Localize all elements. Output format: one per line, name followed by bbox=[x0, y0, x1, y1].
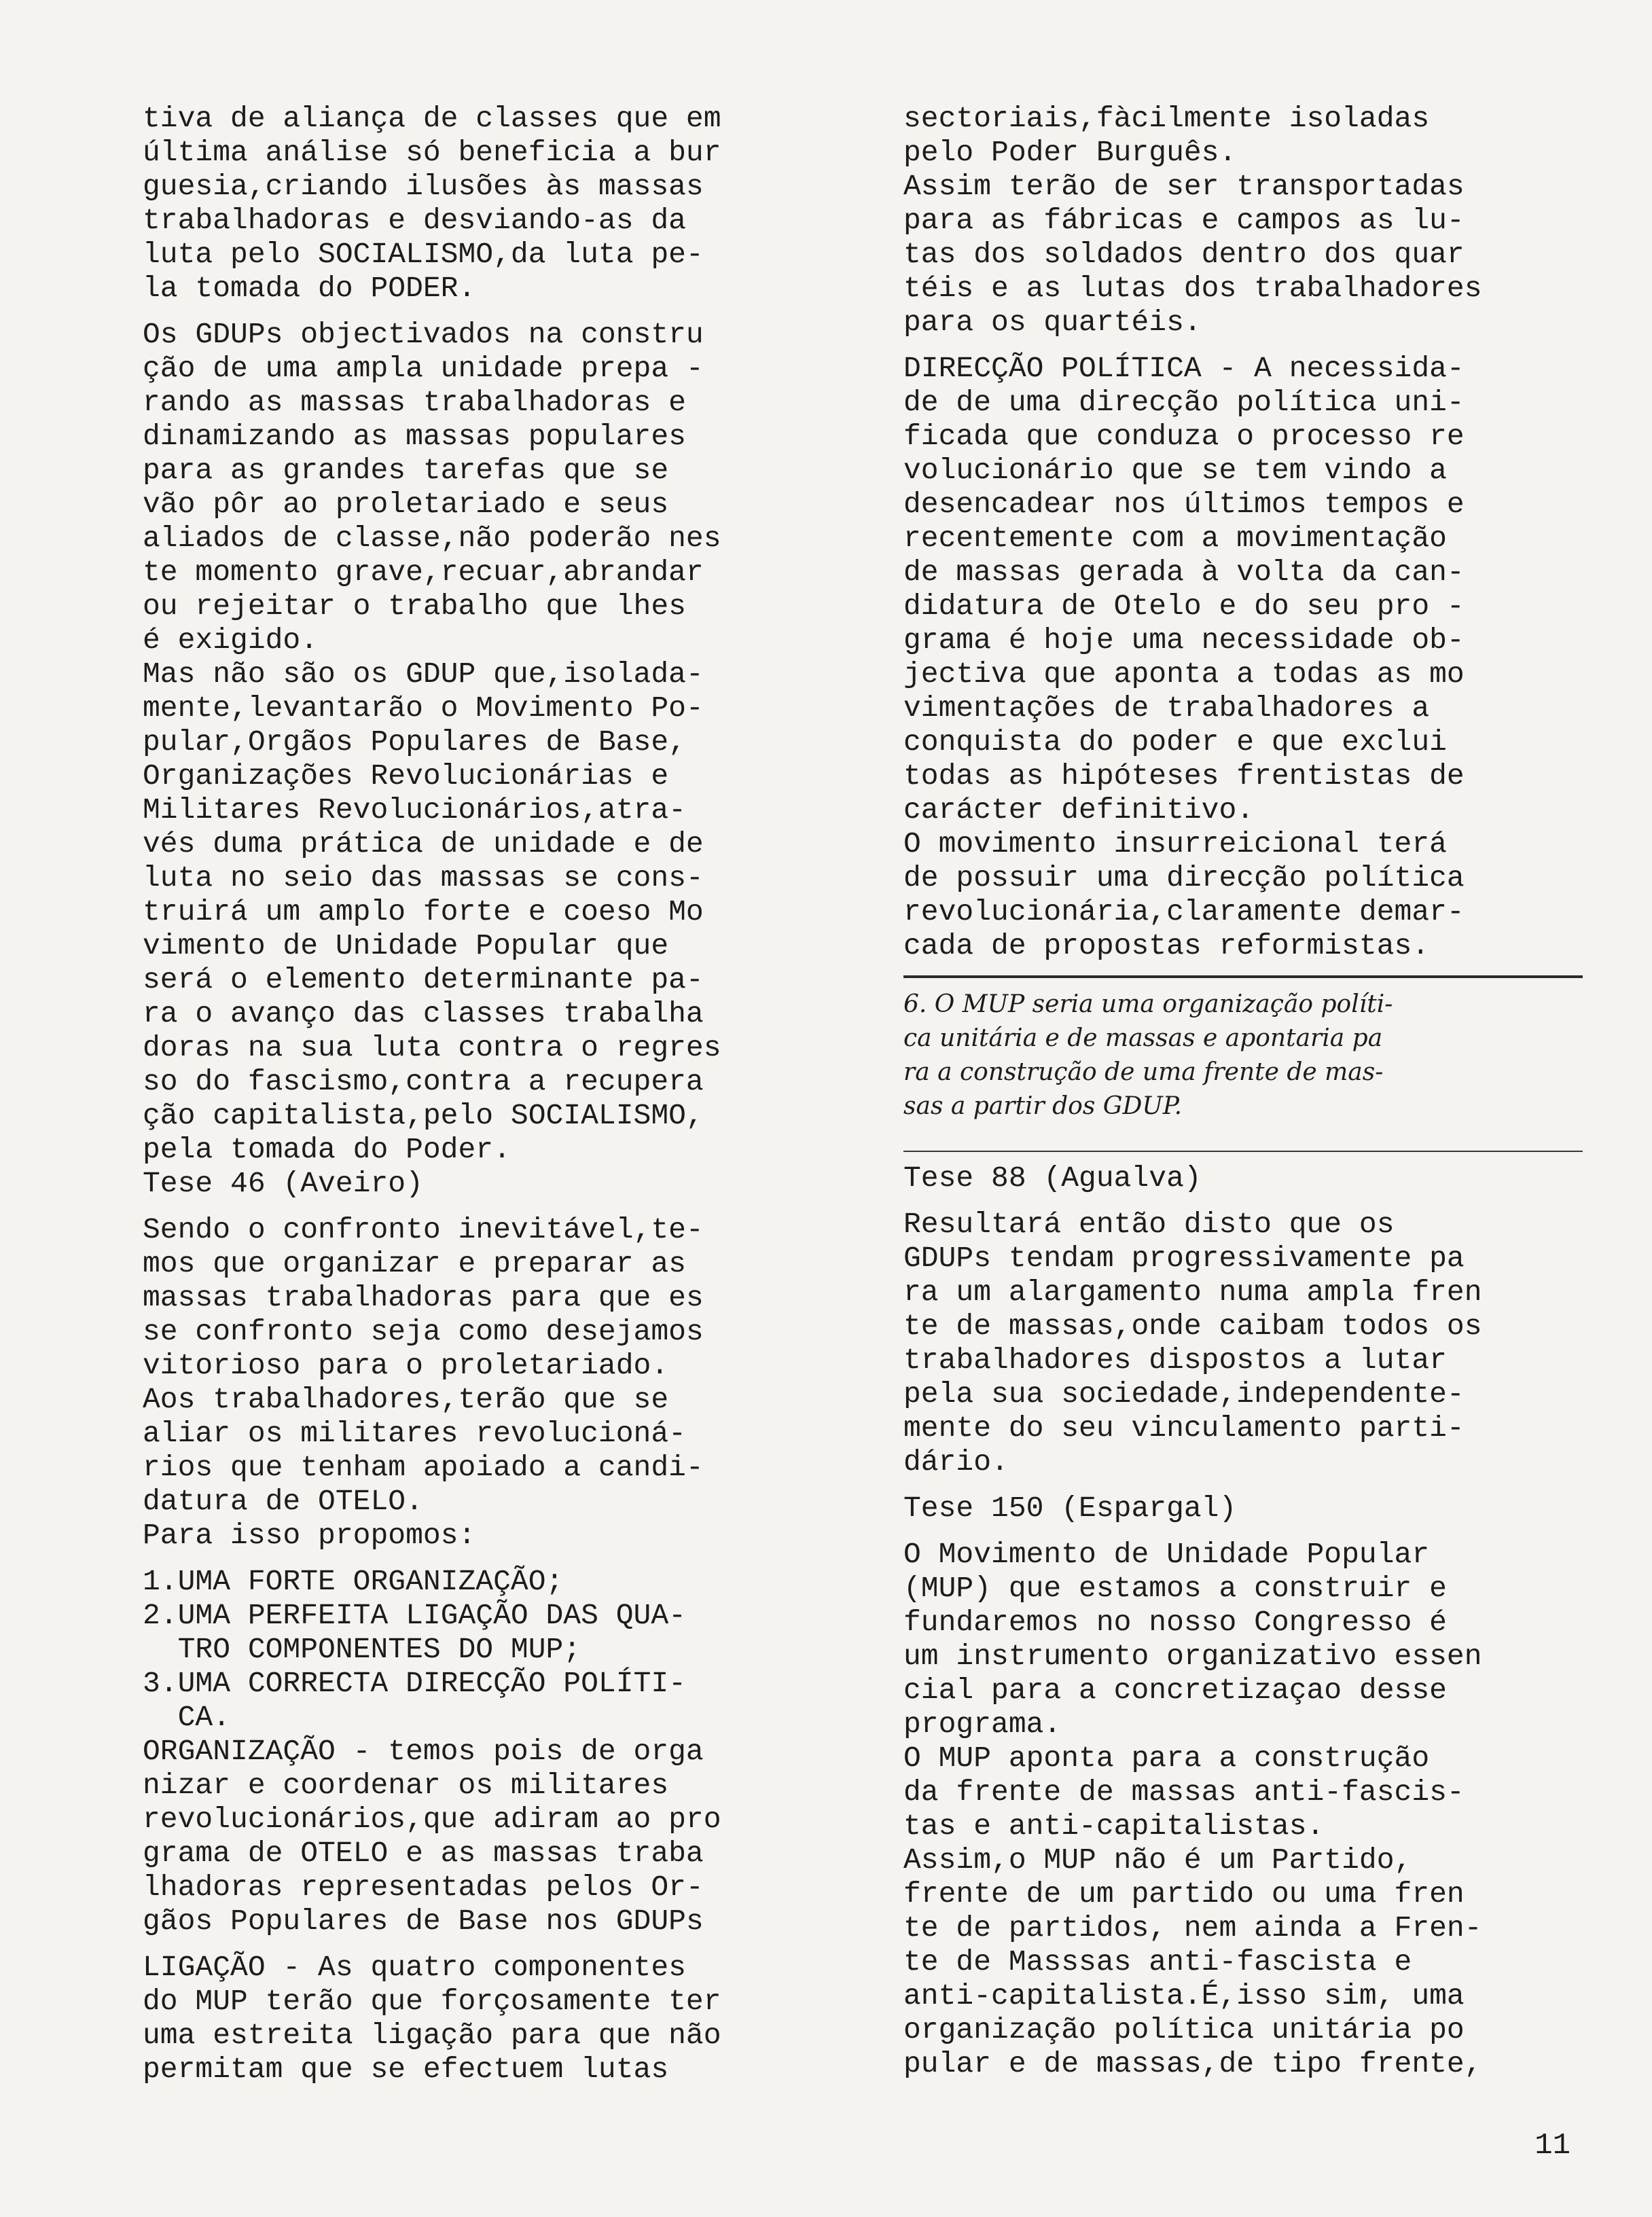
text-line: sas a partir dos GDUP. bbox=[903, 1092, 1183, 1120]
text-line: ORGANIZAÇÃO - temos pois de orga bbox=[143, 1735, 704, 1768]
paragraph-gap bbox=[903, 340, 1583, 352]
text-line: Os GDUPs objectivados na constru bbox=[143, 318, 704, 351]
footnote-top-rule bbox=[903, 975, 1583, 978]
text-line: tiva de aliança de classes que em bbox=[143, 102, 721, 135]
text-line: um instrumento organizativo essen bbox=[903, 1640, 1482, 1673]
text-line: mente do seu vinculamento parti- bbox=[903, 1411, 1465, 1445]
text-line: 2.UMA PERFEITA LIGAÇÃO DAS QUA- bbox=[143, 1599, 686, 1632]
text-line: doras na sua luta contra o regres bbox=[143, 1031, 721, 1064]
text-line: Tese 88 (Agualva) bbox=[903, 1161, 1202, 1195]
text-line: pelo Poder Burguês. bbox=[903, 136, 1237, 169]
text-line: tas e anti-capitalistas. bbox=[903, 1809, 1325, 1843]
text-line: recentemente com a movimentação bbox=[903, 522, 1447, 555]
paragraph-gap bbox=[143, 1939, 842, 1951]
text-line: da frente de massas anti-fascis- bbox=[903, 1776, 1465, 1809]
text-line: ca unitária e de massas e apontaria pa bbox=[903, 1024, 1383, 1052]
text-line: grama de OTELO e as massas traba bbox=[143, 1837, 704, 1870]
text-line: para os quartéis. bbox=[903, 306, 1202, 339]
text-line: truirá um amplo forte e coeso Mo bbox=[143, 895, 704, 929]
text-line: guesia,criando ilusões às massas bbox=[143, 170, 704, 203]
text-line: de de uma direcção política uni- bbox=[903, 386, 1465, 419]
text-line: pular e de massas,de tipo frente, bbox=[903, 2047, 1482, 2080]
text-line: Assim terão de ser transportadas bbox=[903, 170, 1465, 203]
text-line: de massas gerada à volta da can- bbox=[903, 556, 1465, 589]
text-line: aliar os militares revolucioná- bbox=[143, 1417, 686, 1450]
text-line: Organizações Revolucionárias e bbox=[143, 759, 669, 793]
paragraph-gap bbox=[903, 1526, 1583, 1538]
text-line: massas trabalhadoras para que es bbox=[143, 1281, 704, 1314]
text-line: do MUP terão que forçosamente ter bbox=[143, 1985, 721, 2018]
text-line: lhadoras representadas pelos Or- bbox=[143, 1871, 704, 1904]
text-line: luta pelo SOCIALISMO,da luta pe- bbox=[143, 238, 704, 271]
text-line: Mas não são os GDUP que,isolada- bbox=[143, 657, 704, 691]
text-line: carácter definitivo. bbox=[903, 793, 1255, 827]
text-line: rando as massas trabalhadoras e bbox=[143, 386, 686, 419]
text-line: jectiva que aponta a todas as mo bbox=[903, 657, 1465, 691]
text-line: ção de uma ampla unidade prepa - bbox=[143, 352, 704, 385]
text-line: dinamizando as massas populares bbox=[143, 420, 686, 453]
footnote-bottom-rule bbox=[903, 1151, 1583, 1152]
text-line: uma estreita ligação para que não bbox=[143, 2019, 721, 2052]
text-line: Assim,o MUP não é um Partido, bbox=[903, 1843, 1412, 1877]
text-line: LIGAÇÃO - As quatro componentes bbox=[143, 1951, 686, 1984]
text-line: Sendo o confronto inevitável,te- bbox=[143, 1213, 704, 1246]
left-column bbox=[143, 102, 842, 2087]
right-column bbox=[903, 102, 1583, 2081]
text-line: O movimento insurreicional terá bbox=[903, 827, 1447, 861]
text-line: nizar e coordenar os militares bbox=[143, 1769, 669, 1802]
text-line: O Movimento de Unidade Popular bbox=[903, 1538, 1430, 1571]
text-line: Aos trabalhadores,terão que se bbox=[143, 1383, 669, 1416]
text-line: permitam que se efectuem lutas bbox=[143, 2053, 669, 2086]
text-line: Tese 150 (Espargal) bbox=[903, 1492, 1237, 1525]
right-column-bottom bbox=[903, 1161, 1583, 2081]
text-line: anti-capitalista.É,isso sim, uma bbox=[903, 1979, 1465, 2013]
text-line: Resultará então disto que os bbox=[903, 1208, 1395, 1241]
text-line: luta no seio das massas se cons- bbox=[143, 861, 704, 895]
text-line: GDUPs tendam progressivamente pa bbox=[903, 1242, 1465, 1275]
text-line: pela tomada do Poder. bbox=[143, 1133, 511, 1166]
text-line: ção capitalista,pelo SOCIALISMO, bbox=[143, 1099, 704, 1132]
text-line: trabalhadores dispostos a lutar bbox=[903, 1344, 1447, 1377]
paragraph-gap bbox=[903, 1479, 1583, 1492]
text-line: la tomada do PODER. bbox=[143, 272, 476, 305]
text-line: frente de um partido ou uma fren bbox=[903, 1877, 1465, 1911]
text-line: última análise só beneficia a bur bbox=[143, 136, 721, 169]
text-line: vés duma prática de unidade e de bbox=[143, 827, 704, 861]
text-line: cada de propostas reformistas. bbox=[903, 929, 1430, 962]
text-line: cial para a concretizaçao desse bbox=[903, 1674, 1447, 1707]
text-line: aliados de classe,não poderão nes bbox=[143, 522, 721, 555]
text-line: grama é hoje uma necessidade ob- bbox=[903, 624, 1465, 657]
text-line: sectoriais,fàcilmente isoladas bbox=[903, 102, 1430, 135]
text-line: ra a construção de uma frente de mas- bbox=[903, 1058, 1384, 1086]
text-line: para as fábricas e campos as lu- bbox=[903, 204, 1465, 237]
text-line: ou rejeitar o trabalho que lhes bbox=[143, 590, 686, 623]
text-line: TRO COMPONENTES DO MUP; bbox=[143, 1633, 581, 1666]
text-line: DIRECÇÃO POLÍTICA - A necessida- bbox=[903, 352, 1465, 385]
text-line: é exigido. bbox=[143, 624, 319, 657]
text-line: Militares Revolucionários,atra- bbox=[143, 793, 686, 827]
right-column-top bbox=[903, 102, 1583, 963]
text-line: te de partidos, nem ainda a Fren- bbox=[903, 1911, 1482, 1945]
text-line: CA. bbox=[143, 1701, 231, 1734]
text-line: todas as hipóteses frentistas de bbox=[903, 759, 1465, 793]
text-line: mos que organizar e preparar as bbox=[143, 1247, 686, 1280]
text-line: vitorioso para o proletariado. bbox=[143, 1349, 669, 1382]
paragraph-gap bbox=[903, 1195, 1583, 1208]
text-line: te de massas,onde caibam todos os bbox=[903, 1310, 1482, 1343]
paragraph-gap bbox=[143, 1553, 842, 1565]
text-line: conquista do poder e que exclui bbox=[903, 725, 1447, 759]
text-line: rios que tenham apoiado a candi- bbox=[143, 1451, 704, 1484]
text-line: Tese 46 (Aveiro) bbox=[143, 1167, 423, 1200]
text-line: téis e as lutas dos trabalhadores bbox=[903, 272, 1482, 305]
text-line: te de Masssas anti-fascista e bbox=[903, 1945, 1412, 1979]
paragraph-gap bbox=[143, 1201, 842, 1213]
text-line: para as grandes tarefas que se bbox=[143, 454, 669, 487]
text-line: tas dos soldados dentro dos quar bbox=[903, 238, 1465, 271]
text-line: te momento grave,recuar,abrandar bbox=[143, 556, 704, 589]
text-line: dário. bbox=[903, 1445, 1009, 1479]
text-line: organização política unitária po bbox=[903, 2013, 1465, 2047]
text-line: 1.UMA FORTE ORGANIZAÇÃO; bbox=[143, 1565, 564, 1598]
text-line: pular,Orgãos Populares de Base, bbox=[143, 725, 686, 759]
text-line: (MUP) que estamos a construir e bbox=[903, 1572, 1447, 1605]
text-line: ficada que conduza o processo re bbox=[903, 420, 1465, 453]
text-line: ra o avanço das classes trabalha bbox=[143, 997, 704, 1030]
text-line: 6. O MUP seria uma organização políti- bbox=[903, 990, 1393, 1018]
text-line: 3.UMA CORRECTA DIRECÇÃO POLÍTI- bbox=[143, 1667, 686, 1700]
text-line: didatura de Otelo e do seu pro - bbox=[903, 590, 1465, 623]
text-line: O MUP aponta para a construção bbox=[903, 1742, 1430, 1775]
text-line: vimentações de trabalhadores a bbox=[903, 691, 1430, 725]
paragraph-gap bbox=[143, 306, 842, 318]
text-line: vão pôr ao proletariado e seus bbox=[143, 488, 669, 521]
text-line: fundaremos no nosso Congresso é bbox=[903, 1606, 1447, 1639]
text-line: se confronto seja como desejamos bbox=[143, 1315, 704, 1348]
text-line: de possuir uma direcção política bbox=[903, 861, 1465, 895]
text-line: programa. bbox=[903, 1708, 1062, 1741]
text-line: revolucionários,que adiram ao pro bbox=[143, 1803, 721, 1836]
text-line: so do fascismo,contra a recupera bbox=[143, 1065, 704, 1098]
footnote bbox=[903, 988, 1583, 1123]
text-line: volucionário que se tem vindo a bbox=[903, 454, 1447, 487]
text-line: gãos Populares de Base nos GDUPs bbox=[143, 1905, 704, 1938]
text-line: mente,levantarão o Movimento Po- bbox=[143, 691, 704, 725]
text-line: datura de OTELO. bbox=[143, 1485, 423, 1518]
page-number: 11 bbox=[1534, 2129, 1570, 2163]
text-line: Para isso propomos: bbox=[143, 1519, 476, 1552]
text-line: ra um alargamento numa ampla fren bbox=[903, 1276, 1482, 1309]
text-line: será o elemento determinante pa- bbox=[143, 963, 704, 996]
text-line: revolucionária,claramente demar- bbox=[903, 895, 1465, 929]
text-line: vimento de Unidade Popular que bbox=[143, 929, 669, 962]
text-line: trabalhadoras e desviando-as da bbox=[143, 204, 686, 237]
text-line: desencadear nos últimos tempos e bbox=[903, 488, 1465, 521]
text-line: pela sua sociedade,independente- bbox=[903, 1377, 1465, 1411]
